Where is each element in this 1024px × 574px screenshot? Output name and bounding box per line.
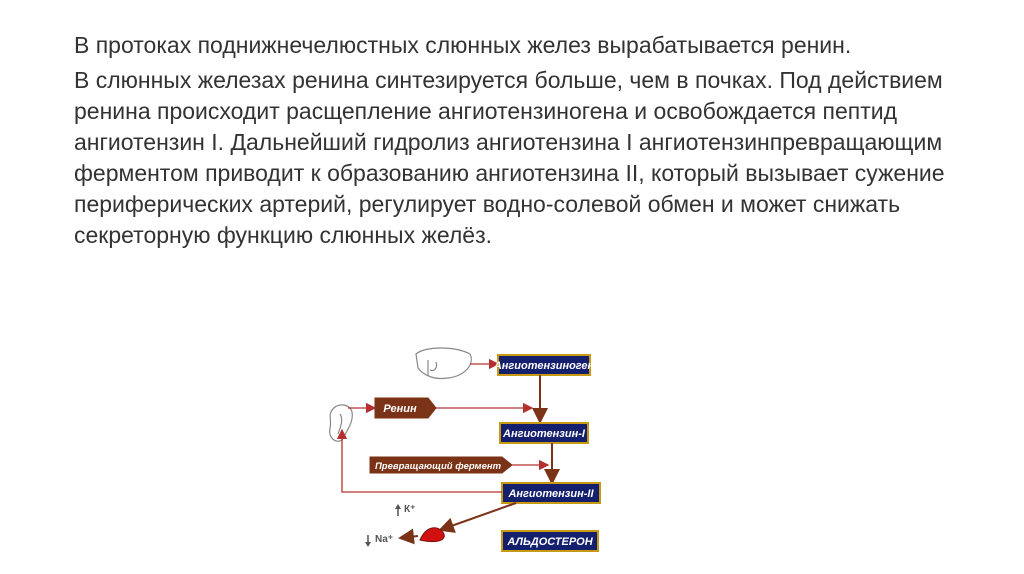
converting-enzyme-label: Превращающий фермент	[374, 461, 502, 472]
angiotensinogen-label: Ангиотензиноген	[493, 360, 595, 372]
converting-enzyme-node	[370, 457, 512, 473]
angiotensin-2-label: Ангиотензин-II	[508, 488, 594, 500]
sodium-indicator	[365, 534, 393, 547]
paragraph-renin-mechanism: В слюнных железах ренина синтезируется больше, чем в почках. Под действием ренина происходит расщепление ангиотензиногена и освобождается пептид ангиотензин I. Дальнейший гидролиз ангиотензина I ангиотензинпревращающим ферментом приводит к образованию ангиотензина II, который вызывает сужение периферических артерий, регулирует водно-солевой обмен и может снижать секреторную функцию слюнных желёз.	[74, 67, 945, 248]
liver-icon	[416, 348, 471, 379]
renin-label: Ренин	[383, 403, 417, 415]
potassium-label: К⁺	[404, 504, 416, 515]
adrenal-gland-icon	[420, 528, 444, 542]
angiotensin2-to-adrenal-arrow	[440, 503, 516, 530]
slide-text	[74, 30, 954, 251]
aldosterone-label: АЛЬДОСТЕРОН	[507, 536, 593, 548]
angiotensin-2-node	[502, 483, 600, 503]
angiotensinogen-node	[493, 355, 595, 375]
adrenal-to-ions-arrow	[400, 536, 418, 538]
angiotensin-1-label: Ангиотензин-I	[503, 428, 585, 440]
paragraph-renin-source: В протоках поднижнечелюстных слюнных желез вырабатывается ренин.	[74, 32, 852, 58]
renin-node	[375, 398, 436, 418]
angiotensin-1-node	[500, 423, 588, 443]
sodium-label: Na⁺	[375, 534, 394, 545]
aldosterone-node	[502, 531, 598, 551]
potassium-indicator	[395, 504, 415, 516]
kidney-icon	[330, 405, 353, 441]
renin-angiotensin-diagram	[320, 340, 620, 565]
